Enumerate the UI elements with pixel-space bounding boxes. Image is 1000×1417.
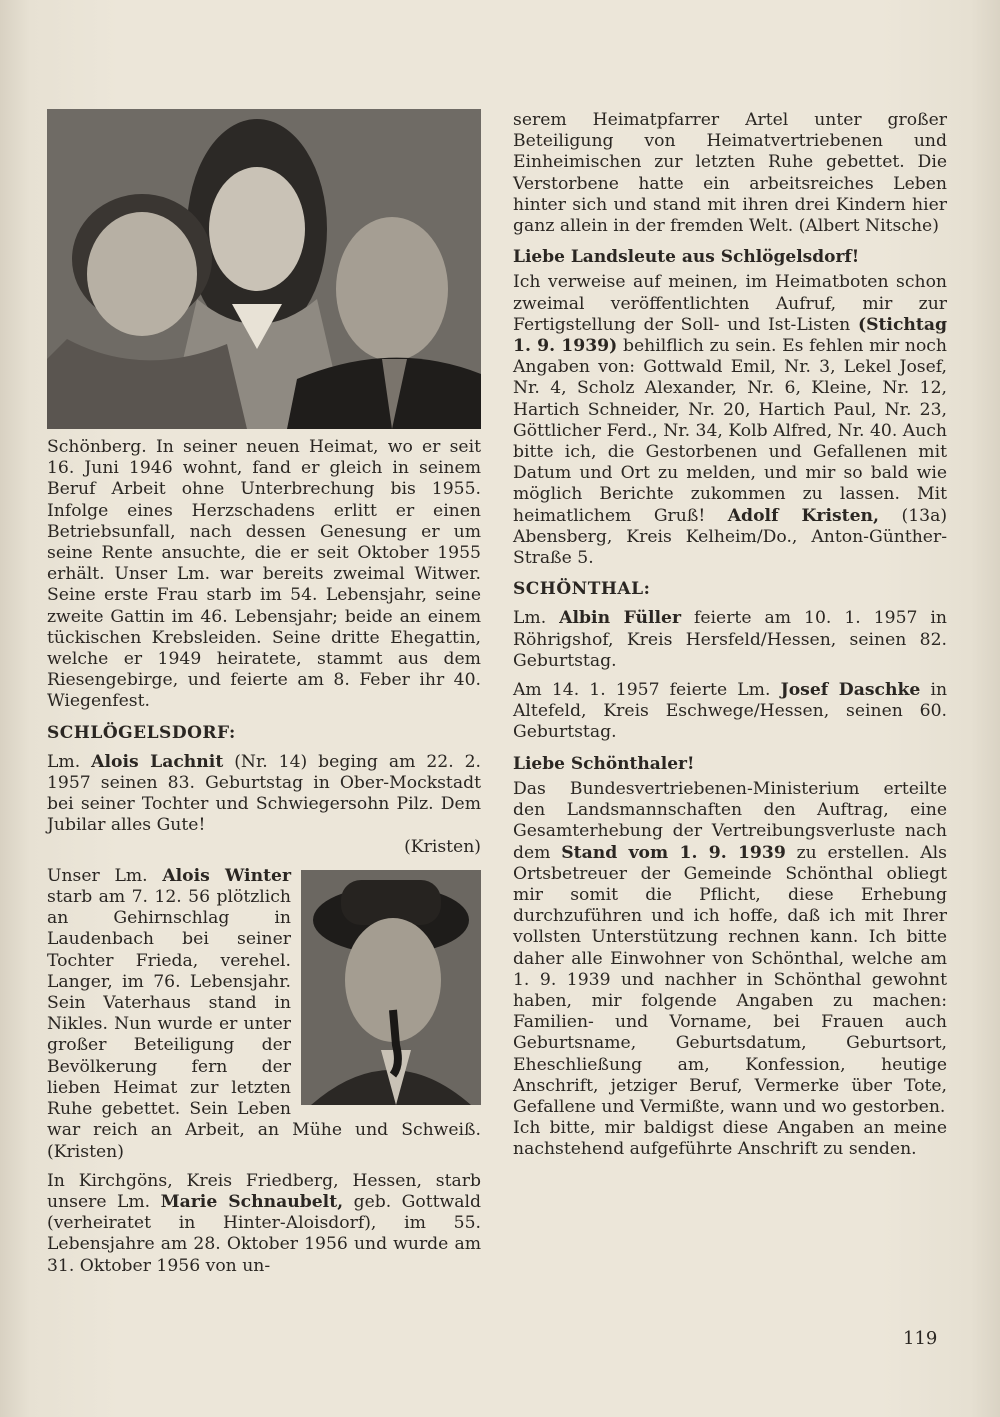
person-name: Marie Schnaubelt,	[160, 1191, 344, 1212]
section-heading-schoenthaler: Liebe Schönthaler!	[513, 753, 695, 774]
person-name: Albin Füller	[559, 608, 682, 629]
paragraph: In Kirchgöns, Kreis Friedberg, Hessen, starb unsere Lm. Marie Schnaubelt, geb. Gottwald (verheiratet in Hinter-Aloisdorf), im 55. Lebensjahre am 28. Oktober 1956 und wurde am 31. Oktober 1956 von un-	[47, 1170, 481, 1276]
bold-date: Stand vom 1. 9. 1939	[561, 842, 786, 863]
right-column	[513, 110, 947, 1169]
paragraph: Unser Lm. Alois Winter starb am 7. 12. 56 plötzlich an Gehirnschlag in Laudenbach bei seiner Tochter Frieda, verehel. Langer, im 76. Lebensjahr. Sein Vaterhaus stand in Nikles. Nun wurde er unter großer Beteiligung der Bevölkerung fern der lieben Heimat zur letzten Ruhe gebettet. Sein Leben war reich an Arbeit, an Mühe und Schweiß. (Kristen)	[47, 865, 481, 1162]
paragraph: Das Bundesvertriebenen-Ministerium erteilte den Landsmannschaften den Auftrag, eine Gesamterhebung der Vertreibungsverluste nach dem Stand vom 1. 9. 1939 zu erstellen. Als Ortsbetreuer der Gemeinde Schönthal obliegt mir somit die Pflicht, diese Erhebung durchzuführen und ich hoffe, daß ich mit Ihrer vollsten Unterstützung rechnen kann. Ich bitte daher alle Einwohner von Schönthal, welche am 1. 9. 1939 und nachher in Schönthal gewohnt haben, mir folgende Angaben zu machen: Familien- und Vorname, bei Frauen auch Geburtsname, Geburtsdatum, Geburtsort, Eheschließung am, Konfession, heutige Anschrift, jetziger Beruf, Vermerke über Tote, Gefallene und Vermißte, wann und wo gestorben.	[513, 778, 947, 1117]
left-column	[47, 109, 481, 1285]
paragraph: Am 14. 1. 1957 feierte Lm. Josef Daschke in Altefeld, Kreis Eschwege/Hessen, seinen 60. Geburtstag.	[513, 680, 948, 743]
paragraph: Schönberg. In seiner neuen Heimat, wo er seit 16. Juni 1946 wohnt, fand er gleich in seinem Beruf Arbeit ohne Unterbrechung bis 1955. Infolge eines Herzschadens erlitt er einen Betriebsunfall, nach dessen Genesung er um seine Rente ansuchte, die er seit Oktober 1955 erhält. Unser Lm. war bereits zweimal Witwer. Seine erste Frau starb im 54. Lebensjahr, seine zweite Gattin im 46. Lebensjahr; beide an einem tückischen Krebsleiden. Seine dritte Ehegattin, welche er 1949 heiratete, stammt aus dem Riesengebirge, und feierte am 8. Feber ihr 40. Wiegenfest.	[47, 437, 481, 712]
family-photo	[47, 109, 481, 429]
person-name: Alois Winter	[162, 865, 291, 886]
paragraph: Ich verweise auf meinen, im Heimatboten schon zweimal veröffentlichten Aufruf, mir zur Fertigstellung der Soll- und Ist-Listen (Stichtag 1. 9. 1939) behilflich zu sein. Es fehlen mir noch Angaben von: Gottwald Emil, Nr. 3, Lekel Josef, Nr. 4, Scholz Alexander, Nr. 6, Kleine, Nr. 12, Hartich Schneider, Nr. 20, Hartich Paul, Nr. 23, Göttlicher Ferd., Nr. 34, Kolb Alfred, Nr. 40. Auch bitte ich, die Gestorbenen und Gefallenen mit Datum und Ort zu melden, und mir so bald wie möglich Berichte zukommen zu lassen. Mit heimatlichem Gruß! Adolf Kristen, (13a) Abensberg, Kreis Kelheim/Do., Anton-Günther-Straße 5.	[513, 272, 948, 569]
section-heading-schloegelsdorf: SCHLÖGELSDORF:	[47, 722, 236, 743]
section-heading-schoenthal: SCHÖNTHAL:	[513, 579, 651, 600]
signature: (Kristen)	[404, 836, 481, 857]
person-name: Adolf Kristen,	[727, 505, 880, 526]
paragraph: Lm. Albin Füller feierte am 10. 1. 1957 in Röhrigshof, Kreis Hersfeld/Hessen, seinen 82. Geburtstag.	[513, 608, 947, 671]
section-heading-landsleute: Liebe Landsleute aus Schlögelsdorf!	[513, 247, 860, 268]
paragraph: Ich bitte, mir baldigst diese Angaben an meine nachstehend aufgeführte Anschrift zu senden.	[513, 1118, 947, 1160]
bold-date: (Stichtag 1. 9. 1939)	[513, 314, 948, 357]
page-number: 119	[903, 1328, 938, 1349]
portrait-photo	[301, 870, 481, 1105]
person-name: Alois Lachnit	[91, 751, 224, 772]
paragraph: serem Heimatpfarrer Artel unter großer Beteiligung von Heimatvertriebenen und Einheimischen zur letzten Ruhe gebettet. Die Verstorbene hatte ein arbeitsreiches Leben hinter sich und stand mit ihren drei Kindern hier ganz allein in der fremden Welt. (Albert Nitsche)	[513, 110, 947, 237]
person-name: Josef Daschke	[780, 680, 921, 701]
paragraph: Lm. Alois Lachnit (Nr. 14) beging am 22. 2. 1957 seinen 83. Geburtstag in Ober-Mockstadt bei seiner Tochter und Schwiegersohn Pilz. Dem Jubilar alles Gute!	[47, 751, 481, 836]
